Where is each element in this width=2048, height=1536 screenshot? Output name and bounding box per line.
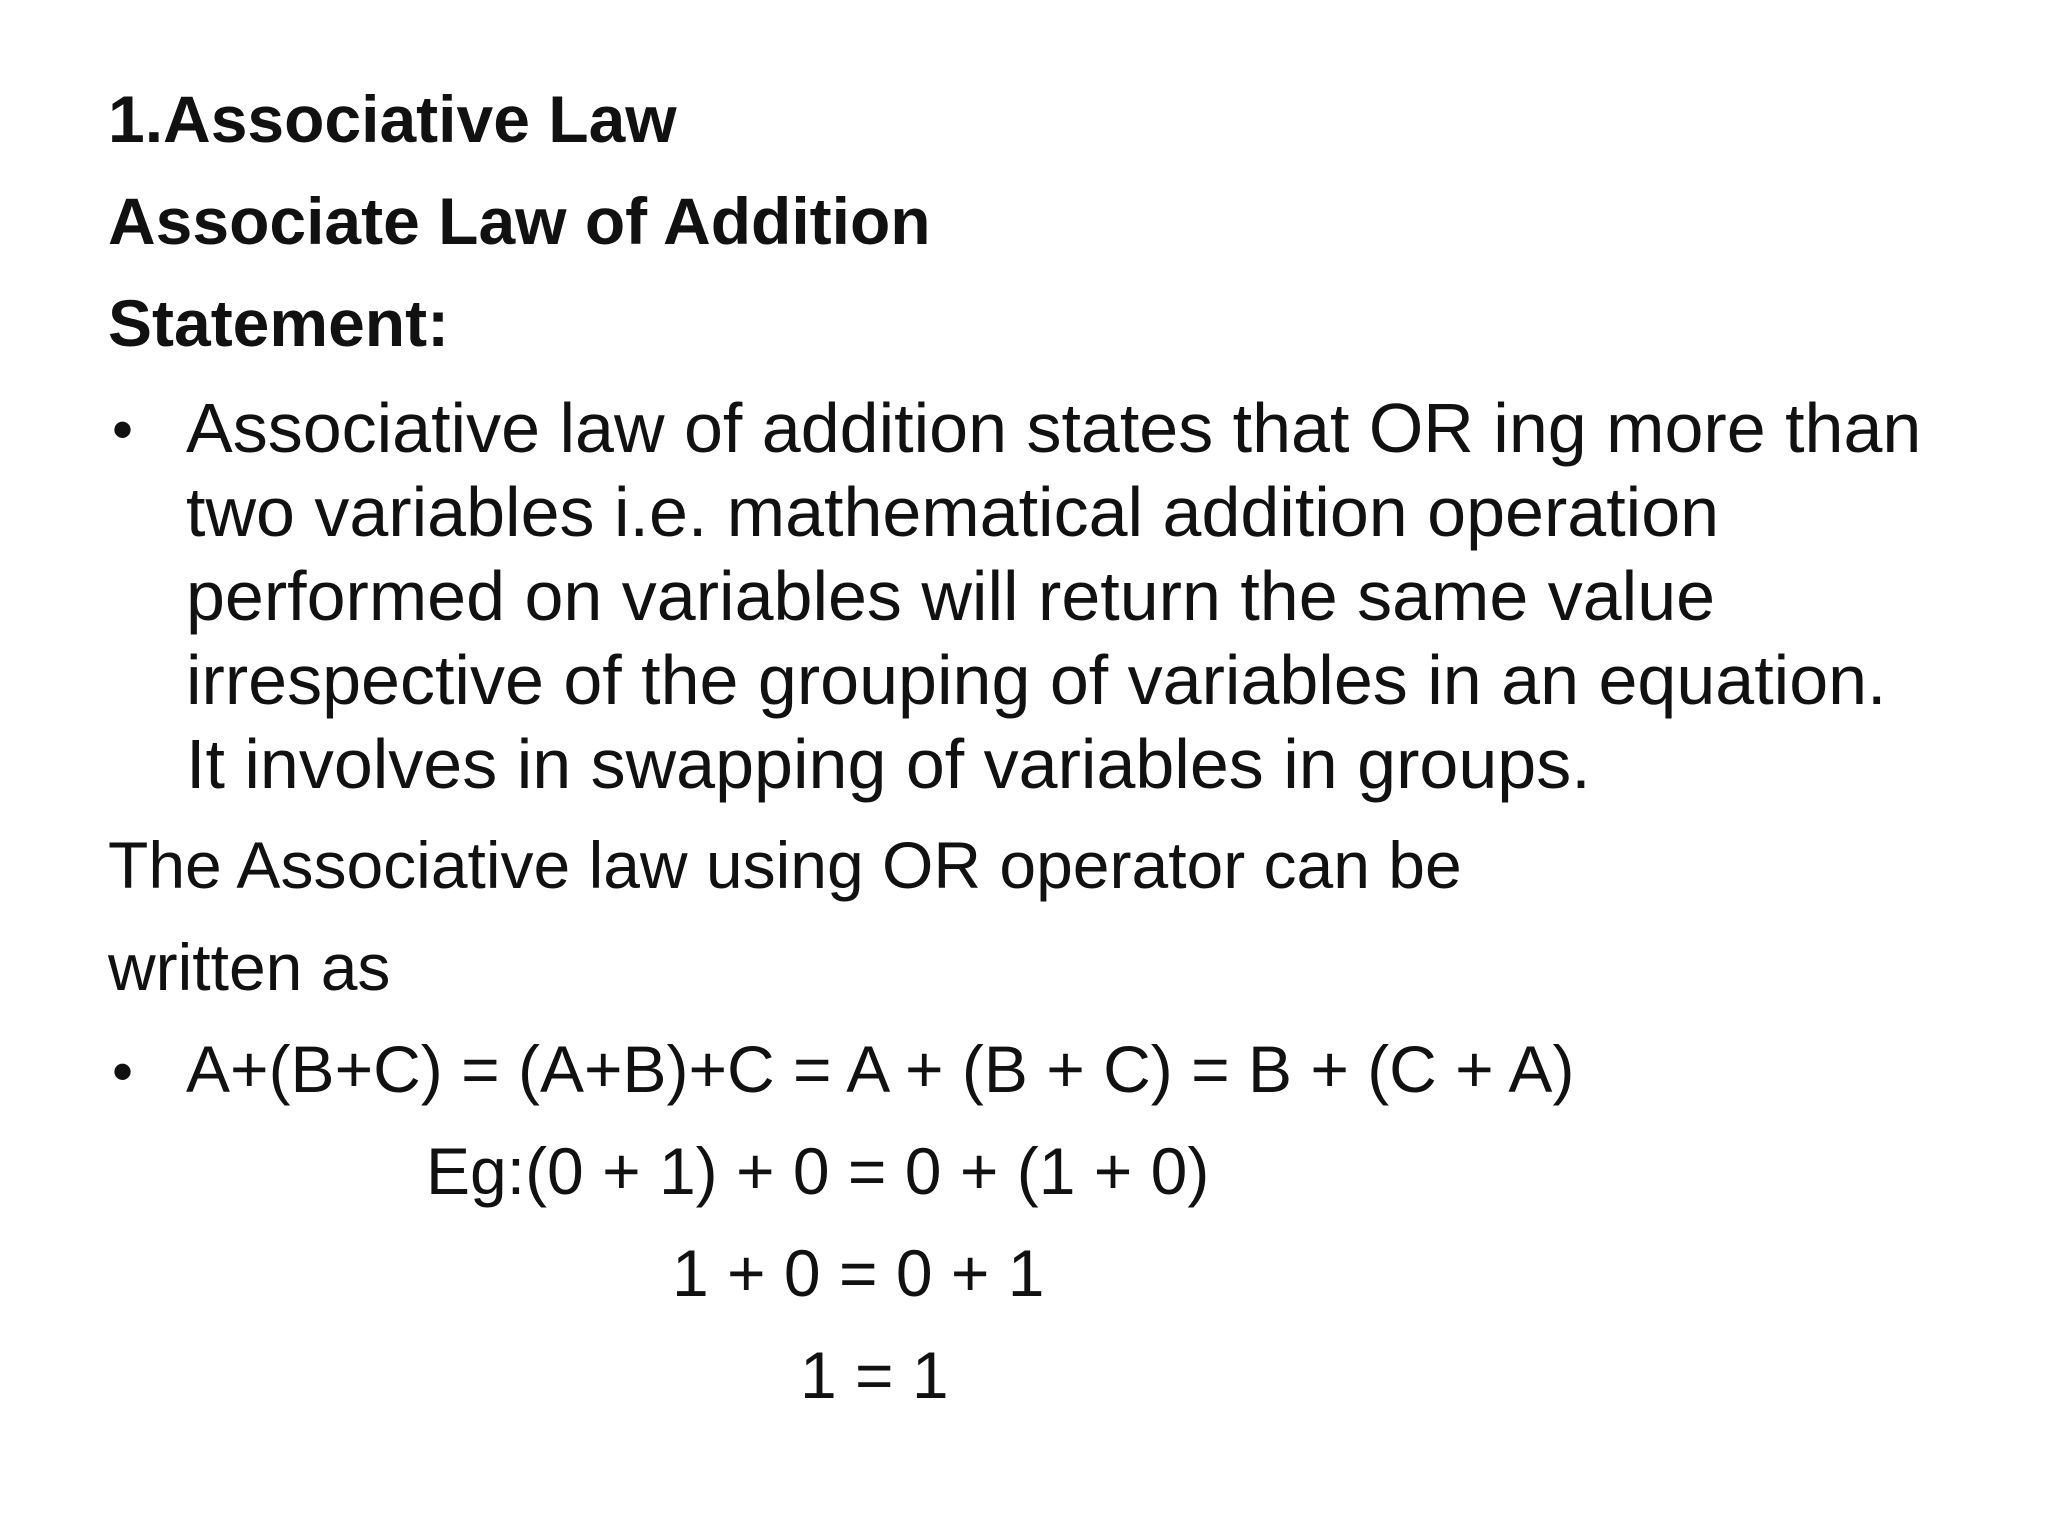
bullet-paragraph-1 <box>186 386 1921 806</box>
bullet-1-line-1: Associative law of addition states that OR ing more than <box>186 389 1922 467</box>
example-line-3: 1 = 1 <box>800 1338 949 1412</box>
bullet-1-line-4: irrespective of the grouping of variables in an equation. <box>186 641 1887 719</box>
statement-label: Statement: <box>108 286 450 360</box>
example-line-1: Eg:(0 + 1) + 0 = 0 + (1 + 0) <box>426 1134 1210 1208</box>
bullet-1-line-2: two variables i.e. mathematical addition operation <box>186 473 1720 551</box>
paragraph-line-1: The Associative law using OR operator can be <box>108 828 1462 902</box>
associative-formula: A+(B+C) = (A+B)+C = A + (B + C) = B + (C + A) <box>186 1032 1575 1106</box>
example-line-2: 1 + 0 = 0 + 1 <box>672 1236 1045 1310</box>
paragraph-line-2: written as <box>108 930 391 1004</box>
bullet-1-line-5: It involves in swapping of variables in groups. <box>186 725 1591 803</box>
bullet-dot-1: • <box>112 396 134 463</box>
bullet-dot-2: • <box>112 1038 134 1105</box>
slide-subtitle: Associate Law of Addition <box>108 184 931 258</box>
bullet-1-line-3: performed on variables will return the same value <box>186 557 1716 635</box>
slide-title: 1.Associative Law <box>108 82 677 156</box>
